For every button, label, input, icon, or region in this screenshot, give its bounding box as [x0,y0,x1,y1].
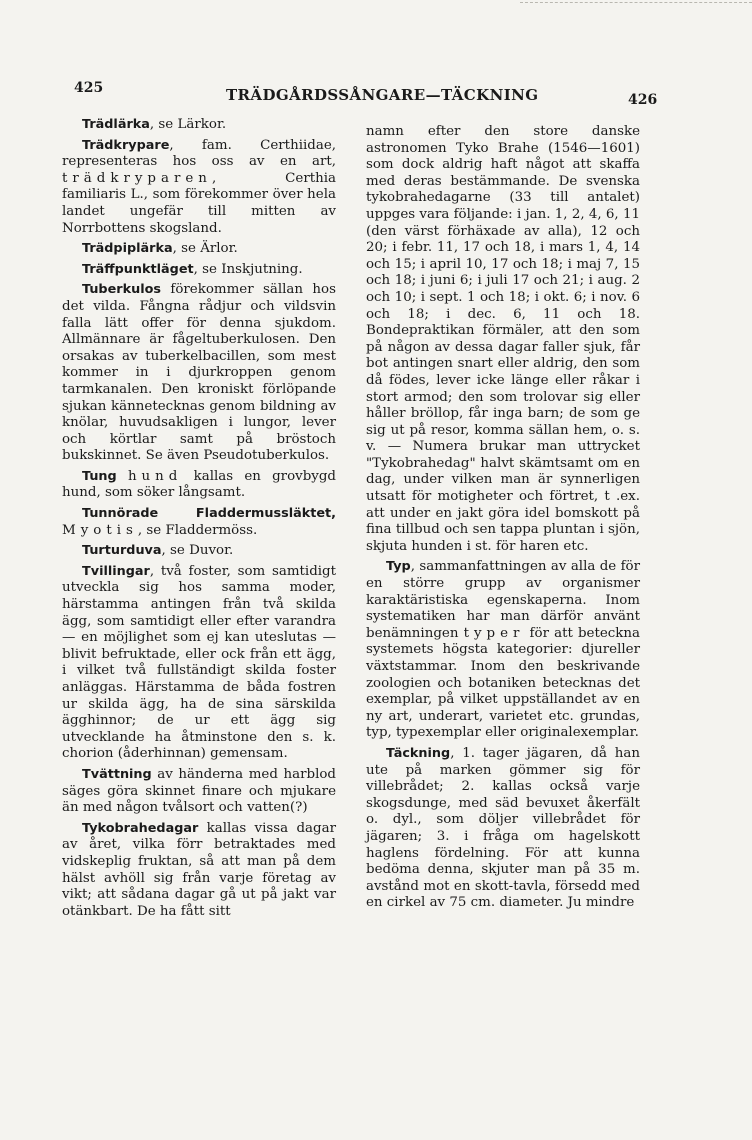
spaced-term: Myotis [62,522,138,538]
entry-tvillingar [62,564,336,763]
entry-tuberkulos [62,282,336,465]
entry-tradlarka [62,117,336,134]
headword: Tunnörade Fladdermussläktet, [82,506,336,522]
entry-text: förekommer sällan hos det vilda. Fångna rådjur och vildsvin falla lätt offer för denna sjukdom. Allmännare är fågeltuberkulosen. Den orsakas av tuberkelbacillen, som mest kommer in i djurkroppen genom tarmkanalen. Den kroniskt förlöpande sjukan kännetecknas genom bildning av knölar, huvudsakligen i lungor, lever och körtlar samt på bröstoch bukskinnet. Se även Pseudotuberkulos. [62,282,336,464]
entry-turturduva [62,543,336,560]
spaced-term: trädkryparen [62,170,212,186]
headword: Tvillingar [82,563,150,579]
entry-text: , se Inskjutning. [193,261,303,277]
entry-traffpunktlaget [62,262,336,279]
entry-text: , 1. tager jägaren, då han ute på marken gömmer sig för villebrådet; 2. kallas också varje skogsdunge, med säd bevuxet åkerfält o. dyl., som döljer villebrådet för jägaren; 3. i fråga om hagelskott haglens fördelning. För att kunna bedöma denna, skjuter man på 35 m. avstånd mot en skott-tavla, försedd med en cirkel av 75 cm. diameter. Ju mindre [366,745,640,911]
entry-text: , se Duvor. [161,543,234,559]
entry-text: av händerna med harblod säges göra skinnet finare och mjukare än med någon tvålsort och vatten(?) [62,766,336,816]
entry-text: namn efter den store danske astronomen Tyko Brahe (1546—1601) som dock aldrig haft något att skaffa med deras bestämmande. De svenska tykobrahedagarne (33 till antalet) uppges vara följande: i jan. 1, 2, 4, 6, 11 (den värst förhäxade av alla), 12 och 20; i febr. 11, 17 och 18, i mars 1, 4, 14 och 15; i april 10, 17 och 18; i maj 7, 15 och 18; i juni 6; i juli 17 och 21; i aug. 2 och 10; i sept. 1 och 18; i okt. 6; i nov. 6 och 18; i dec. 6, 11 och 18. Bondepraktikan förmäler, att den som på någon av dessa dagar faller sjuk, får bot antingen snart eller aldrig, den som då födes, lever icke länge eller råkar i stort armod; den som trolovar sig eller håller bröllop, får inga barn; de som ge sig ut på resor, komma sällan hem, o. s. v. — Numera brukar man uttrycket "Tykobrahedag" halvt skämtsamt om en dag, under vilken man är synnerligen utsatt för motigheter och förtret, t .ex. att under en jakt göra idel bomskott på fina tillbud och sen tappa pluntan i sjön, skjuta hunden i st. för haren etc. [366,124,640,554]
entry-text: , se Ärlor. [172,241,238,257]
entry-tradpiplarka [62,241,336,258]
entry-typ [366,559,640,742]
page-number-left: 425 [74,80,104,96]
headword: Trädkrypare [82,137,170,153]
headword: Tung [82,468,117,484]
page-number-right: 426 [628,92,658,108]
entry-text: , se Lärkor. [149,117,227,132]
entry-tykobrahedagar [62,821,336,921]
headword: Träffpunktläget [82,261,194,277]
headword: Tuberkulos [82,282,161,298]
spaced-term: typer [463,625,525,641]
entry-tykobrahedagar-continued [366,124,640,555]
headword: Typ [386,559,411,575]
entry-text: kallas vissa dagar av året, vilka förr betraktades med vidskeplig fruktan, så att man på dem hälst avhöll sig från varje företag av vikt; att sådana dagar gå ut på jakt var otänkbart. De ha fått sitt [62,820,336,919]
headword: Trädpiplärka [82,241,173,257]
left-column [62,117,336,924]
headword: Tvättning [82,766,152,782]
entry-tunnorade [62,506,336,539]
entry-text: , Certhia familiaris L., som förekommer över hela landet ungefär till mitten av Norrbottens skogsland. [62,170,336,236]
headword: Tykobrahedagar [82,820,199,836]
entry-text: kallas en grovbygd hund, som söker långsamt. [62,468,336,501]
entry-tvattning [62,767,336,817]
headword: Turturduva [82,543,162,559]
entry-tung [62,469,336,502]
entry-text: , två foster, som samtidigt utveckla sig hos samma moder, härstamma antingen från två skilda ägg, som samtidigt eller efter varandra — en möjlighet som ej kan uteslutas — blivit befruktade, eller ock från ett ägg, i vilket två fullständigt skilda foster anläggas. Härstamma de båda fostren ur skilda ägg, ha de sina särskilda ägghinnor; de ur ett ägg sig utvecklande ha åtminstone den s. k. chorion (åderhinnan) gemensam. [62,563,336,762]
right-column [366,124,640,916]
entry-text: , se Fladdermöss. [137,522,258,538]
entry-text: , fam. Certhiidae, representeras hos oss av en art, [62,137,336,170]
entry-text: för att beteckna systemets högsta kategorier: djureller växtstammar. Inom den beskrivande zoologien och botaniken betecknas det exemplar, på vilket uppställandet av en ny art, underart, varietet etc. grundas, typ, typexemplar eller originalexemplar. [366,625,640,741]
entry-tradkrypare [62,138,336,238]
headword: Täckning [386,745,451,761]
spaced-term: hund [127,468,183,484]
entry-tackning [366,746,640,912]
running-head: TRÄDGÅRDSSÅNGARE—TÄCKNING [226,86,539,104]
entry-text: , sammanfattningen av alla de för en större grupp av organismer karaktäristiska egenskaperna. Inom systematiken har man därför använt benämningen [366,559,640,641]
scan-edge-mark [520,2,752,4]
headword: Trädlärka [82,117,150,132]
